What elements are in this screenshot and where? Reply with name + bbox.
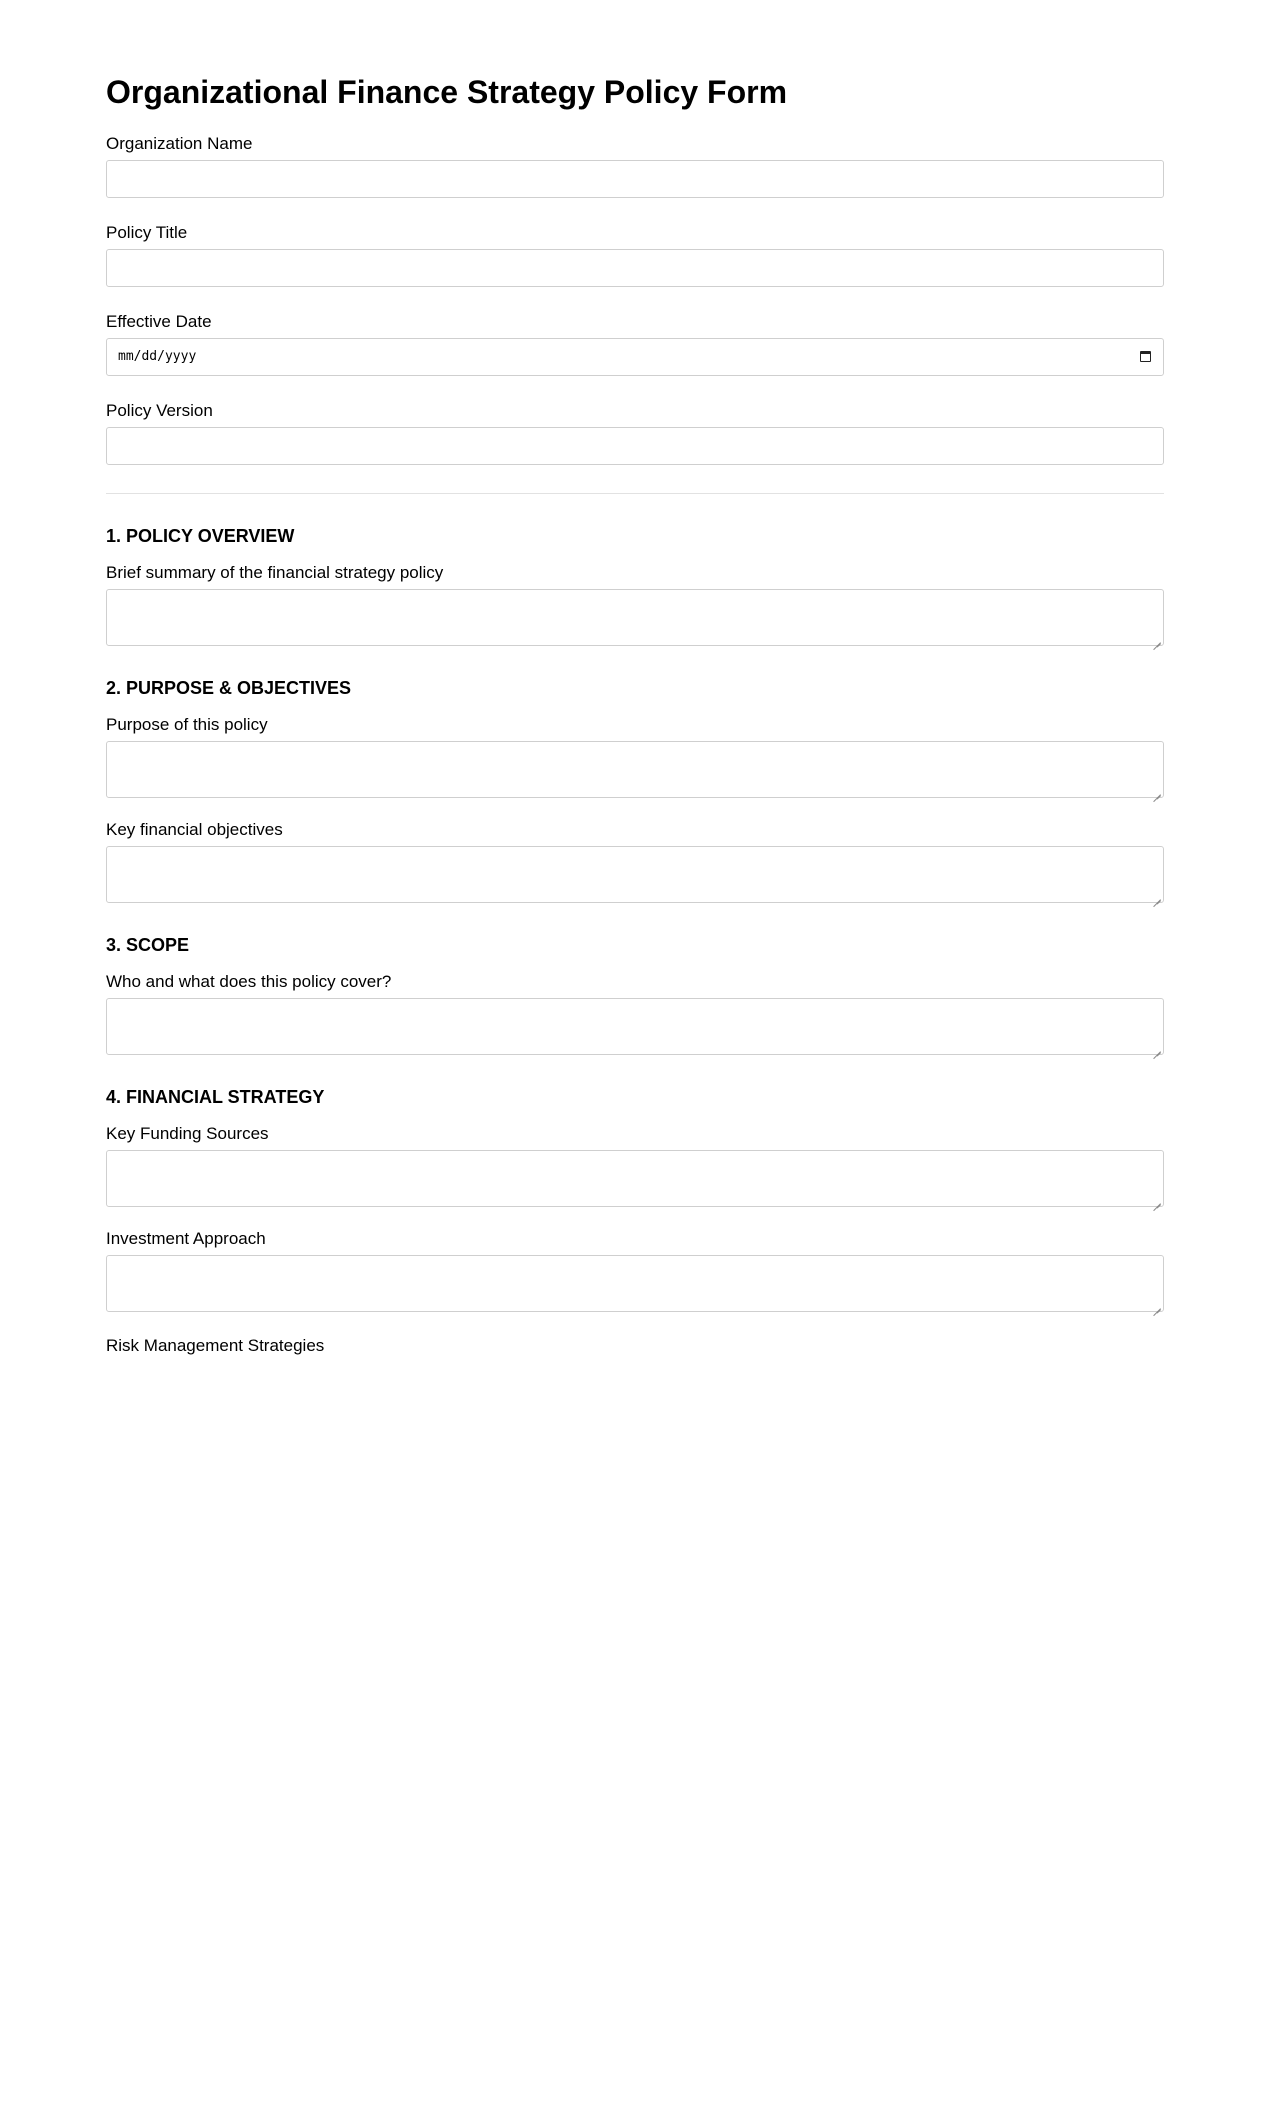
investment-approach-label: Investment Approach [106,1229,266,1248]
funding-sources-label: Key Funding Sources [106,1124,269,1143]
date-placeholder: mm/dd/yyyy [118,349,197,364]
resize-handle-icon[interactable] [1153,1044,1161,1052]
section-title-scope: 3. SCOPE [106,935,190,955]
resize-handle-icon[interactable] [1153,892,1161,900]
section-title-policy-overview: 1. POLICY OVERVIEW [106,526,295,546]
policy-summary-label: Brief summary of the financial strategy policy [106,563,444,582]
policy-version-label: Policy Version [106,401,213,420]
effective-date-input[interactable] [106,338,1164,376]
form-title: Organizational Finance Strategy Policy Form [106,74,788,110]
key-objectives-label: Key financial objectives [106,820,283,839]
policy-title-label: Policy Title [106,223,188,242]
effective-date-label: Effective Date [106,312,212,331]
risk-management-label: Risk Management Strategies [106,1336,325,1355]
organization-name-label: Organization Name [106,134,253,153]
resize-handle-icon[interactable] [1153,635,1161,643]
scope-label: Who and what does this policy cover? [106,972,392,991]
resize-handle-icon[interactable] [1153,1301,1161,1309]
resize-handle-icon[interactable] [1153,1196,1161,1204]
funding-sources-textarea[interactable] [106,1150,1164,1207]
purpose-textarea[interactable] [106,741,1164,798]
resize-handle-icon[interactable] [1153,787,1161,795]
policy-title-input[interactable] [106,249,1164,287]
section-title-financial-strategy: 4. FINANCIAL STRATEGY [106,1087,325,1107]
calendar-icon[interactable] [1140,351,1151,362]
investment-approach-textarea[interactable] [106,1255,1164,1312]
key-objectives-textarea[interactable] [106,846,1164,903]
organization-name-input[interactable] [106,160,1164,198]
purpose-label: Purpose of this policy [106,715,268,734]
section-title-purpose-objectives: 2. PURPOSE & OBJECTIVES [106,678,352,698]
policy-summary-textarea[interactable] [106,589,1164,646]
scope-textarea[interactable] [106,998,1164,1055]
policy-version-input[interactable] [106,427,1164,465]
finance-policy-form [106,70,1164,1356]
